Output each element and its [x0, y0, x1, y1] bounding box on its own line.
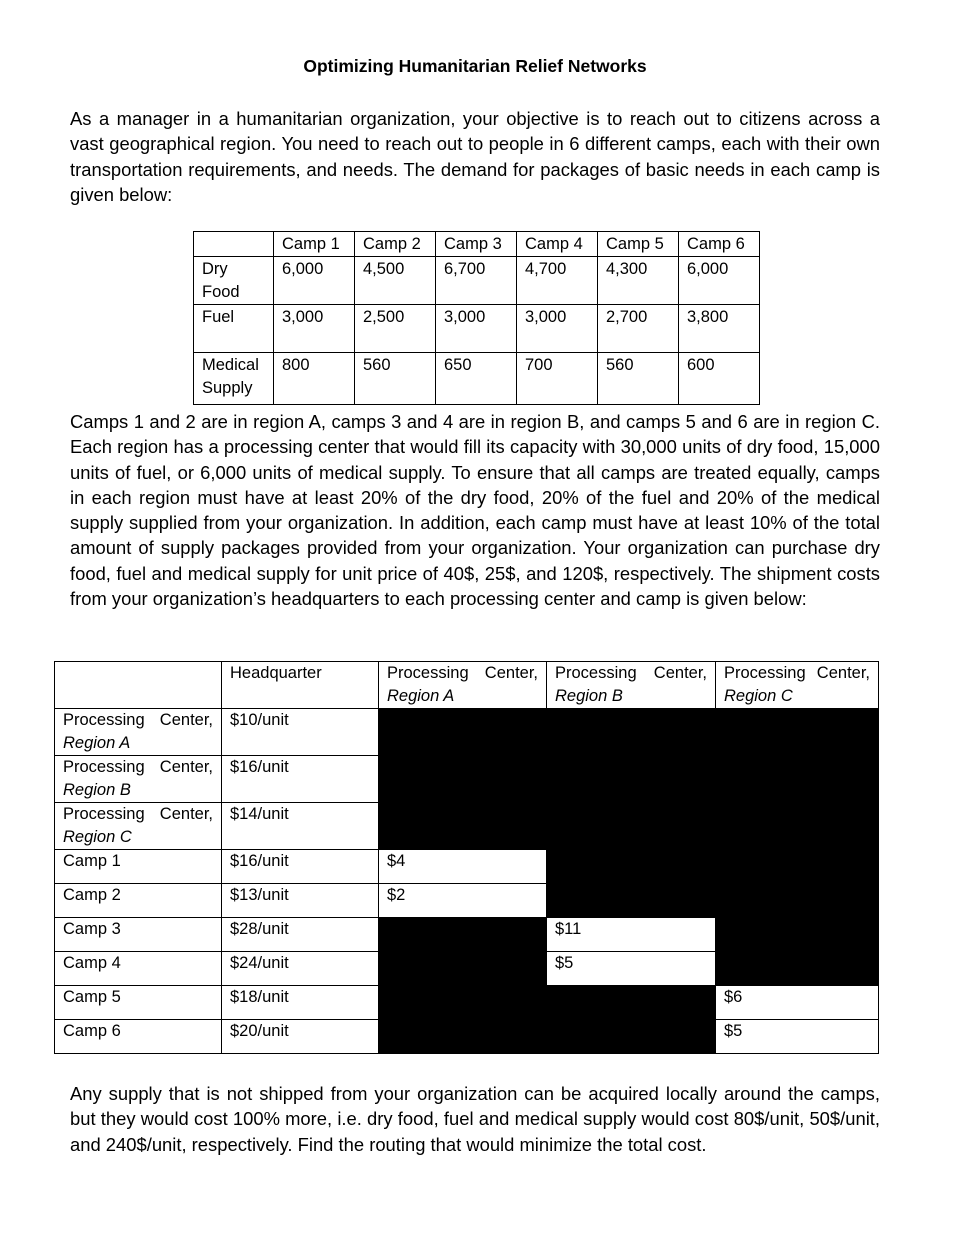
- table-row: [55, 986, 879, 1020]
- demand-cell: 3,800: [679, 305, 760, 353]
- region-a-cost-cell: $2: [379, 884, 547, 918]
- table-row: [55, 709, 879, 756]
- intro-paragraph: As a manager in a humanitarian organization, your objective is to reach out to citizens across a vast geographical region. You need to reach out to people in 6 different camps, each with their own transportation requirements, and needs. The demand for packages of basic needs in each camp is given below:: [70, 108, 880, 205]
- hq-cost-cell: $28/unit: [222, 918, 379, 952]
- blocked-cell: [379, 756, 547, 803]
- demand-cell: 4,700: [517, 257, 598, 305]
- demand-header-cell: Camp 2: [355, 232, 436, 257]
- region-b-cost-cell: $11: [547, 918, 716, 952]
- cost-header-cell: [55, 662, 222, 709]
- demand-header-cell: Camp 3: [436, 232, 517, 257]
- demand-cell: 800: [274, 353, 355, 405]
- table-row: [55, 850, 879, 884]
- closing-paragraph: Any supply that is not shipped from your organization can be acquired locally around the camps, but they would cost 100% more, i.e. dry food, fuel and medical supply would cost 80$/unit, 50$/unit, and 240$/unit, respectively. Find the routing that would minimize the total cost.: [70, 1083, 880, 1155]
- shipment-cost-table: [54, 661, 879, 1054]
- blocked-cell: [547, 1020, 716, 1054]
- cost-row-label: Processing Center, Region B: [55, 756, 222, 803]
- constraints-paragraph: Camps 1 and 2 are in region A, camps 3 and 4 are in region B, and camps 5 and 6 are in region C. Each region has a processing center that would fill its capacity with 30,000 units of dry food, 15,000 units of fuel, or 6,000 units of medical supply. To ensure that all camps are treated equally, camps in each region must have at least 20% of the dry food, 20% of the fuel and 20% of the medical supply supplied from your organization. In addition, each camp must have at least 10% of the total amount of supply packages provided from your organization. Your organization can purchase dry food, fuel and medical supply for unit price of 40$, 25$, and 120$, respectively. The shipment costs from your organization’s headquarters to each processing center and camp is given below:: [70, 411, 880, 610]
- demand-table: [193, 231, 760, 405]
- demand-cell: 560: [598, 353, 679, 405]
- demand-row-fuel: [194, 305, 760, 353]
- cost-row-label: Camp 1: [55, 850, 222, 884]
- cost-row-label: Camp 6: [55, 1020, 222, 1054]
- blocked-cell: [547, 850, 716, 884]
- region-c-cost-cell: $5: [716, 1020, 879, 1054]
- region-a-cost-cell: $4: [379, 850, 547, 884]
- table-row: [55, 884, 879, 918]
- blocked-cell: [547, 709, 716, 756]
- demand-cell: 6,000: [274, 257, 355, 305]
- demand-row-label: Fuel: [194, 305, 274, 353]
- demand-cell: 2,500: [355, 305, 436, 353]
- blocked-cell: [716, 850, 879, 884]
- demand-cell: 650: [436, 353, 517, 405]
- demand-cell: 6,700: [436, 257, 517, 305]
- cost-row-label: Processing Center, Region C: [55, 803, 222, 850]
- blocked-cell: [547, 756, 716, 803]
- hq-cost-cell: $20/unit: [222, 1020, 379, 1054]
- cost-header-cell: Headquarter: [222, 662, 379, 709]
- hq-cost-cell: $10/unit: [222, 709, 379, 756]
- cost-row-label: Processing Center, Region A: [55, 709, 222, 756]
- table-row: [55, 756, 879, 803]
- blocked-cell: [716, 756, 879, 803]
- demand-header-row: [194, 232, 760, 257]
- blocked-cell: [716, 803, 879, 850]
- cost-header-cell: Processing Center, Region B: [547, 662, 716, 709]
- hq-cost-cell: $16/unit: [222, 756, 379, 803]
- blocked-cell: [547, 803, 716, 850]
- demand-cell: 3,000: [274, 305, 355, 353]
- demand-row-label: Medical Supply: [194, 353, 274, 405]
- region-b-cost-cell: $5: [547, 952, 716, 986]
- blocked-cell: [547, 884, 716, 918]
- blocked-cell: [716, 709, 879, 756]
- demand-header-cell: Camp 1: [274, 232, 355, 257]
- demand-cell: 560: [355, 353, 436, 405]
- cost-header-row: [55, 662, 879, 709]
- region-c-cost-cell: $6: [716, 986, 879, 1020]
- cost-row-label: Camp 3: [55, 918, 222, 952]
- table-row: [55, 918, 879, 952]
- table-row: [55, 952, 879, 986]
- blocked-cell: [379, 952, 547, 986]
- demand-cell: 4,300: [598, 257, 679, 305]
- demand-row-label: Dry Food: [194, 257, 274, 305]
- hq-cost-cell: $18/unit: [222, 986, 379, 1020]
- demand-header-cell: Camp 4: [517, 232, 598, 257]
- page-title: Optimizing Humanitarian Relief Networks: [303, 56, 647, 76]
- blocked-cell: [379, 1020, 547, 1054]
- demand-cell: 2,700: [598, 305, 679, 353]
- hq-cost-cell: $24/unit: [222, 952, 379, 986]
- blocked-cell: [379, 986, 547, 1020]
- demand-cell: 600: [679, 353, 760, 405]
- hq-cost-cell: $16/unit: [222, 850, 379, 884]
- table-row: [55, 803, 879, 850]
- cost-header-cell: Processing Center, Region A: [379, 662, 547, 709]
- demand-cell: 4,500: [355, 257, 436, 305]
- demand-header-cell: [194, 232, 274, 257]
- blocked-cell: [547, 986, 716, 1020]
- table-row: [55, 1020, 879, 1054]
- demand-cell: 3,000: [517, 305, 598, 353]
- blocked-cell: [379, 803, 547, 850]
- blocked-cell: [379, 709, 547, 756]
- cost-header-cell: Processing Center, Region C: [716, 662, 879, 709]
- demand-cell: 3,000: [436, 305, 517, 353]
- demand-header-cell: Camp 5: [598, 232, 679, 257]
- cost-row-label: Camp 4: [55, 952, 222, 986]
- demand-header-cell: Camp 6: [679, 232, 760, 257]
- cost-row-label: Camp 2: [55, 884, 222, 918]
- hq-cost-cell: $13/unit: [222, 884, 379, 918]
- blocked-cell: [716, 884, 879, 918]
- demand-row-medical-supply: [194, 353, 760, 405]
- demand-cell: 6,000: [679, 257, 760, 305]
- cost-row-label: Camp 5: [55, 986, 222, 1020]
- blocked-cell: [716, 918, 879, 952]
- blocked-cell: [379, 918, 547, 952]
- demand-cell: 700: [517, 353, 598, 405]
- blocked-cell: [716, 952, 879, 986]
- demand-row-dry-food: [194, 257, 760, 305]
- hq-cost-cell: $14/unit: [222, 803, 379, 850]
